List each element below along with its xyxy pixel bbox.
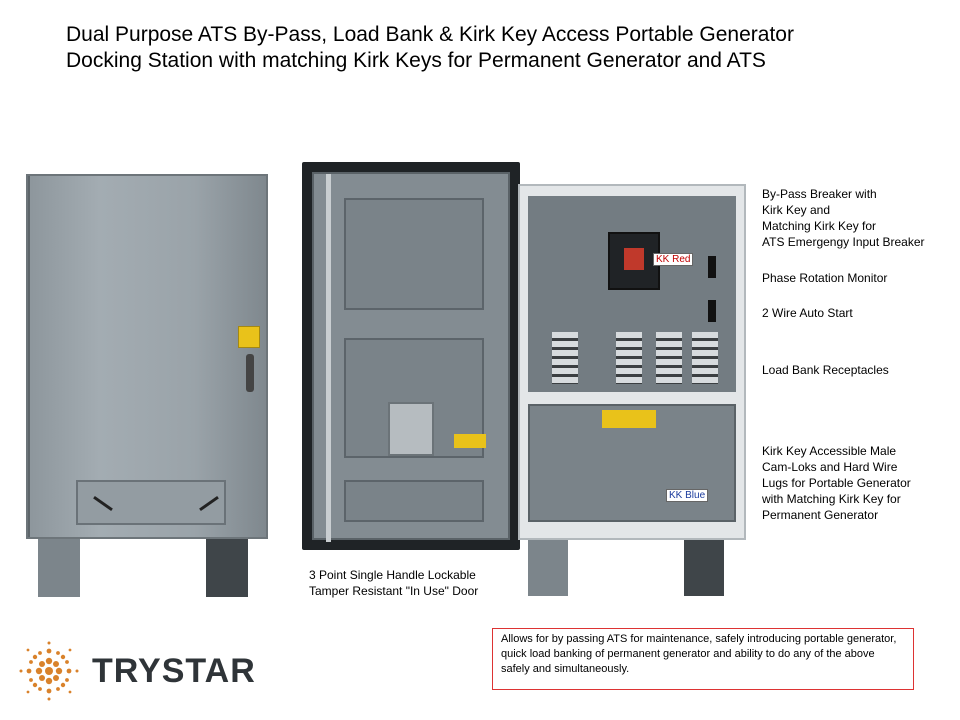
annotation-line: Cam-Loks and Hard Wire <box>762 460 898 474</box>
annotation-line: ATS Emergengy Input Breaker <box>762 235 925 249</box>
cabinet-handle <box>246 354 254 392</box>
open-cabinet-legs <box>524 540 742 596</box>
receptacle-column <box>692 332 718 384</box>
cabinet-vent <box>76 480 226 525</box>
annotation-line: By-Pass Breaker with <box>762 187 877 201</box>
warning-label <box>238 326 260 348</box>
door-sticker <box>454 434 486 448</box>
receptacle-column <box>616 332 642 384</box>
title-line-1: Dual Purpose ATS By-Pass, Load Bank & Kirk Key Access Portable Generator <box>66 23 794 46</box>
open-cabinet <box>518 184 746 540</box>
auto-start-switch <box>708 300 716 322</box>
annotation-line: Phase Rotation Monitor <box>762 271 888 285</box>
kk-blue-tag: KK Blue <box>666 489 708 502</box>
camlok-compartment <box>528 404 736 522</box>
caption-line: 3 Point Single Handle Lockable <box>309 568 476 582</box>
annotation-line: Kirk Key Accessible Male <box>762 444 897 458</box>
annotation-line: Lugs for Portable Generator <box>762 476 911 490</box>
page-title <box>66 22 946 74</box>
brand-name: TRYSTAR <box>92 652 256 690</box>
kk-red-tag: KK Red <box>653 253 693 266</box>
phase-rotation-monitor <box>708 256 716 278</box>
annotation-phase-monitor <box>762 270 952 286</box>
annotation-line: Kirk Key and <box>762 203 831 217</box>
door-lock-plate <box>388 402 434 456</box>
annotation-bypass-breaker <box>762 186 952 250</box>
annotation-camloks <box>762 443 952 523</box>
annotation-line: Matching Kirk Key for <box>762 219 877 233</box>
annotation-line: with Matching Kirk Key for <box>762 492 901 506</box>
annotation-line: Load Bank Receptacles <box>762 363 889 377</box>
caption-line: Tamper Resistant "In Use" Door <box>309 584 479 598</box>
three-point-latch-bar <box>326 174 331 542</box>
annotation-auto-start <box>762 305 952 321</box>
receptacle-column <box>552 332 578 384</box>
trystar-logo-icon <box>18 640 80 702</box>
door-caption <box>309 567 529 599</box>
closed-cabinet <box>26 174 268 539</box>
annotation-load-bank <box>762 362 952 378</box>
annotation-line: 2 Wire Auto Start <box>762 306 853 320</box>
summary-note: Allows for by passing ATS for maintenance, safely introducing portable generator, quick load banking of permanent generator and ability to do any of the above safely and simultaneously. <box>492 628 914 690</box>
closed-cabinet-legs <box>28 539 266 597</box>
annotation-line: Permanent Generator <box>762 508 879 522</box>
title-line-2: Docking Station with matching Kirk Keys for Permanent Generator and ATS <box>66 49 766 72</box>
receptacle-column <box>656 332 682 384</box>
equipment-backpanel <box>528 196 736 392</box>
open-door <box>302 162 520 550</box>
